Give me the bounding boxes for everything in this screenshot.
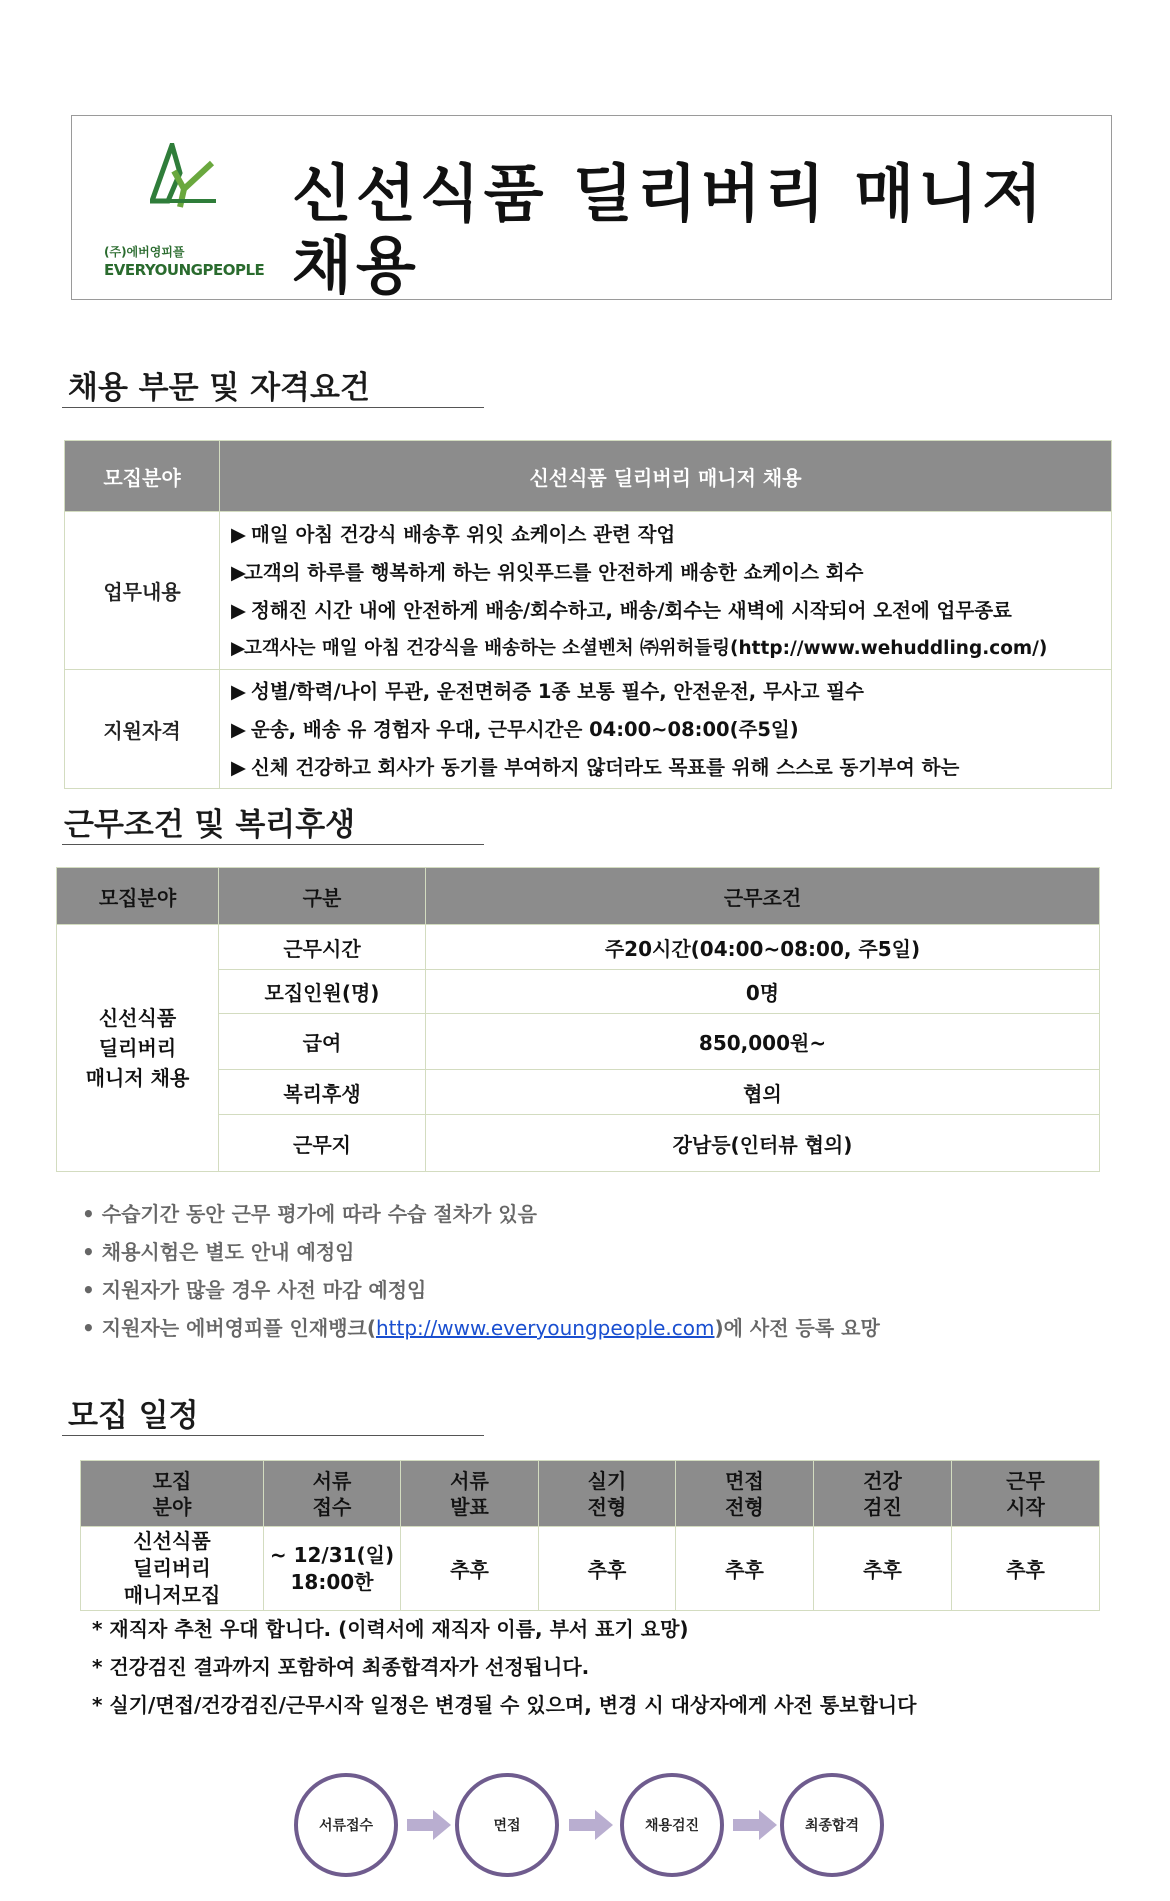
- section-title-conditions: 근무조건 및 복리후생: [64, 807, 356, 843]
- duty-label: 업무내용: [65, 512, 220, 670]
- qualification-cell: [220, 670, 1112, 789]
- col-header-doc-result: 서류 발표: [401, 1461, 539, 1527]
- row-value: 협의: [426, 1070, 1100, 1115]
- list-item: ▶고객사는 매일 아침 건강식을 배송하는 소셜벤처 ㈜위허들링(http://www.wehuddling.com/): [231, 630, 1110, 668]
- col-header-practical: 실기 전형: [539, 1461, 676, 1527]
- tbd-cell: 추후: [676, 1527, 814, 1611]
- note-item: • 지원자는 에버영피플 인재뱅크(http://www.everyoungpeople.com)에 사전 등록 요망: [82, 1316, 880, 1340]
- list-item: ▶ 운송, 배송 유 경험자 우대, 근무시간은 04:00~08:00(주5일): [231, 711, 1110, 749]
- col-header-health-check: 건강 검진: [814, 1461, 952, 1527]
- triangle-bullet-icon: ▶: [231, 638, 246, 659]
- qualification-label: 지원자격: [65, 670, 220, 789]
- section-divider: [62, 1435, 484, 1436]
- note-item: • 지원자가 많을 경우 사전 마감 예정임: [82, 1278, 427, 1302]
- col-header-start: 근무 시작: [952, 1461, 1100, 1527]
- col-header-doc-submit: 서류 접수: [264, 1461, 401, 1527]
- col-header-category: 구분: [219, 868, 426, 925]
- row-label: 근무시간: [219, 925, 426, 970]
- triangle-bullet-icon: ▶: [231, 756, 246, 779]
- logo-company-name-en: EVERYOUNGPEOPLE: [104, 261, 265, 279]
- page-title-line2: 채용: [292, 229, 420, 302]
- list-item: ▶ 신체 건강하고 회사가 동기를 부여하지 않더라도 목표를 위해 스스로 동기부여 하는: [231, 749, 1110, 787]
- note-item: * 건강검진 결과까지 포함하여 최종합격자가 선정됩니다.: [92, 1655, 590, 1679]
- schedule-notes: [92, 1610, 916, 1724]
- schedule-table: [80, 1460, 1100, 1611]
- list-item: ▶ 매일 아침 건강식 배송후 위잇 쇼케이스 관련 작업: [231, 516, 1110, 554]
- arrow-right-icon: [733, 1810, 777, 1840]
- row-label: 근무지: [219, 1115, 426, 1172]
- field-cell: 신선식품 딜리버리 매니저 채용: [57, 925, 219, 1172]
- tbd-cell: 추후: [814, 1527, 952, 1611]
- list-item: ▶고객의 하루를 행복하게 하는 위잇푸드를 안전하게 배송한 쇼케이스 회수: [231, 554, 1110, 592]
- logo-company-name: (주)에버영피플: [104, 245, 185, 259]
- row-value: 0명: [426, 970, 1100, 1014]
- everyoung-logo-icon: [150, 143, 218, 209]
- list-item: ▶ 정해진 시간 내에 안전하게 배송/회수하고, 배송/회수는 새벽에 시작되어 오전에 업무종료: [231, 592, 1110, 630]
- row-label: 모집인원(명): [219, 970, 426, 1014]
- triangle-bullet-icon: ▶: [231, 523, 246, 546]
- tbd-cell: 추후: [401, 1527, 539, 1611]
- triangle-bullet-icon: ▶: [231, 680, 246, 703]
- row-label: 복리후생: [219, 1070, 426, 1115]
- triangle-bullet-icon: ▶: [231, 599, 246, 622]
- col-header-field: 모집분야: [57, 868, 219, 925]
- note-item: • 채용시험은 별도 안내 예정임: [82, 1240, 355, 1264]
- arrow-right-icon: [407, 1810, 451, 1840]
- section-title-schedule: 모집 일정: [68, 1398, 199, 1434]
- note-item: * 재직자 추천 우대 합니다. (이력서에 재직자 이름, 부서 표기 요망): [92, 1617, 689, 1641]
- list-item: ▶ 성별/학력/나이 무관, 운전면허증 1종 보통 필수, 안전운전, 무사고 필수: [231, 673, 1110, 711]
- step-interview: 면접: [455, 1773, 559, 1877]
- col-header-interview: 면접 전형: [676, 1461, 814, 1527]
- col-header-condition: 근무조건: [426, 868, 1100, 925]
- col-header-field: 모집 분야: [81, 1461, 264, 1527]
- step-final-pass: 최종합격: [780, 1773, 884, 1877]
- page-title-line1: 신선식품 딜리버리 매니저: [292, 157, 1046, 230]
- tbd-cell: 추후: [539, 1527, 676, 1611]
- row-value: 강남등(인터뷰 협의): [426, 1115, 1100, 1172]
- col-header-field: 모집분야: [65, 441, 220, 512]
- notes-list: [82, 1195, 880, 1347]
- requirements-table: [64, 440, 1112, 789]
- arrow-right-icon: [569, 1810, 613, 1840]
- col-header-position: 신선식품 딜리버리 매니저 채용: [220, 441, 1112, 512]
- page-title: [292, 158, 1082, 302]
- section-title-requirements: 채용 부문 및 자격요건: [68, 370, 370, 406]
- triangle-bullet-icon: ▶: [231, 561, 246, 584]
- row-value: 850,000원~: [426, 1014, 1100, 1070]
- duty-cell: [220, 512, 1112, 670]
- duty-list: [221, 513, 1110, 668]
- step-document-submit: 서류접수: [294, 1773, 398, 1877]
- tbd-cell: 추후: [952, 1527, 1100, 1611]
- schedule-field-cell: 신선식품 딜리버리 매니저모집: [81, 1527, 264, 1611]
- triangle-bullet-icon: ▶: [231, 718, 246, 741]
- deadline-cell: ~ 12/31(일) 18:00한: [264, 1527, 401, 1611]
- note-item: * 실기/면접/건강검진/근무시작 일정은 변경될 수 있으며, 변경 시 대상자에게 사전 통보합니다: [92, 1693, 917, 1717]
- conditions-table: [56, 867, 1100, 1172]
- section-divider: [62, 407, 484, 408]
- row-label: 급여: [219, 1014, 426, 1070]
- section-divider: [62, 844, 484, 845]
- note-item: • 수습기간 동안 근무 평가에 따라 수습 절차가 있음: [82, 1202, 537, 1226]
- row-value: 주20시간(04:00~08:00, 주5일): [426, 925, 1100, 970]
- step-health-check: 채용검진: [620, 1773, 724, 1877]
- talent-bank-link[interactable]: http://www.everyoungpeople.com: [375, 1316, 715, 1340]
- qualification-list: [221, 671, 1110, 787]
